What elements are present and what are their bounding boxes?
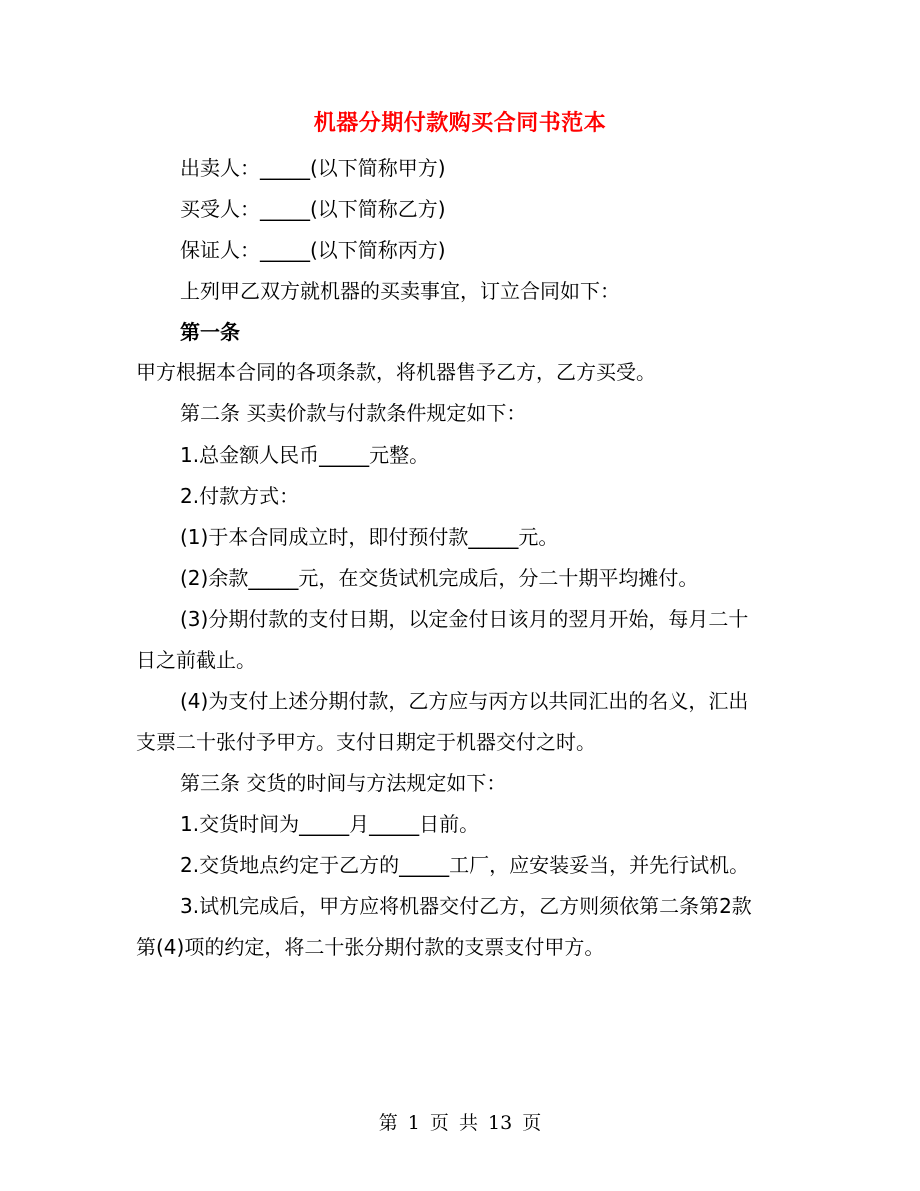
- paragraph-seller: 出卖人：_____(以下简称甲方): [180, 156, 446, 180]
- article-3-item-2: 2.交货地点约定于乙方的_____工厂，应安装妥当，并先行试机。: [180, 853, 750, 877]
- article-2-item-2-1: (1)于本合同成立时，即付预付款_____元。: [180, 525, 559, 549]
- article-2-item-2: 2.付款方式：: [180, 484, 300, 508]
- article-3-heading: 第三条 交货的时间与方法规定如下：: [180, 771, 507, 795]
- article-2-item-2-4-cont: 支票二十张付予甲方。支付日期定于机器交付之时。: [136, 730, 596, 754]
- article-1-heading: 第一条: [180, 320, 240, 344]
- paragraph-buyer: 买受人：_____(以下简称乙方): [180, 197, 446, 221]
- article-2-item-1: 1.总金额人民币_____元整。: [180, 443, 430, 467]
- paragraph-intro: 上列甲乙双方就机器的买卖事宜，订立合同如下：: [180, 279, 620, 303]
- article-2-item-2-3-cont: 日之前截止。: [136, 648, 256, 672]
- document-title: 机器分期付款购买合同书范本: [313, 111, 607, 136]
- paragraph-guarantor: 保证人：_____(以下简称丙方): [180, 238, 446, 262]
- page-number: 第 1 页 共 13 页: [378, 1112, 542, 1134]
- article-3-item-1: 1.交货时间为_____月_____日前。: [180, 812, 480, 836]
- article-2-item-2-4: (4)为支付上述分期付款，乙方应与丙方以共同汇出的名义，汇出: [180, 689, 749, 713]
- article-3-item-3: 3.试机完成后，甲方应将机器交付乙方，乙方则须依第二条第2款: [180, 894, 752, 918]
- article-1-body: 甲方根据本合同的各项条款，将机器售予乙方，乙方买受。: [136, 360, 656, 384]
- article-3-item-3-cont: 第(4)项的约定，将二十张分期付款的支票支付甲方。: [136, 935, 605, 959]
- article-2-heading: 第二条 买卖价款与付款条件规定如下：: [180, 401, 527, 425]
- article-2-item-2-2: (2)余款_____元，在交货试机完成后，分二十期平均摊付。: [180, 566, 699, 590]
- article-2-item-2-3: (3)分期付款的支付日期，以定金付日该月的翌月开始，每月二十: [180, 607, 749, 631]
